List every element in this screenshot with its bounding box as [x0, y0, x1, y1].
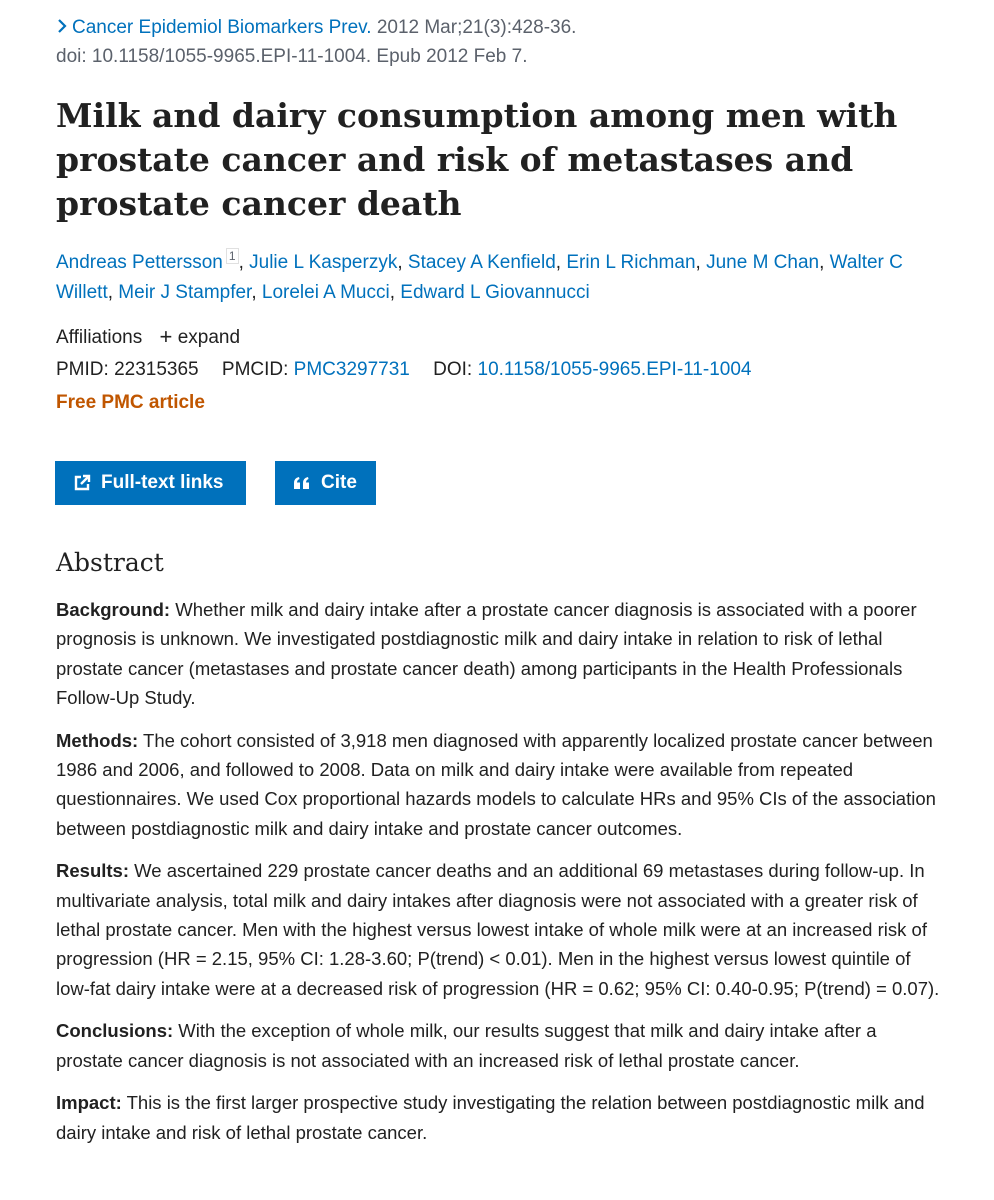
journal-link[interactable]: Cancer Epidemiol Biomarkers Prev.: [72, 17, 372, 38]
cite-label: Cite: [321, 472, 357, 493]
pmid-value: 22315365: [114, 359, 199, 380]
section-label: Results:: [56, 860, 129, 882]
full-text-links-button[interactable]: [55, 461, 246, 505]
section-label: Conclusions:: [56, 1020, 174, 1042]
affiliations-label: Affiliations: [56, 327, 143, 348]
section-label: Background:: [56, 599, 171, 620]
affiliations-toggle[interactable]: [56, 322, 240, 353]
citation-date-pages: 2012 Mar;21(3):428-36.: [376, 17, 577, 38]
citation-doi-line: doi: 10.1158/1055-9965.EPI-11-1004. Epub 2012 Feb 7.: [56, 46, 528, 67]
doi-link[interactable]: 10.1158/1055-9965.EPI-11-1004: [477, 359, 752, 380]
cite-button[interactable]: [275, 461, 376, 505]
section-label: Impact:: [56, 1092, 122, 1114]
section-text: With the exception of whole milk, our results suggest that milk and dairy intake after a prostate cancer diagnosis is not associated with an increased risk of lethal prostate cancer.: [56, 1020, 877, 1071]
author-link[interactable]: Julie L Kasperzyk: [249, 252, 398, 273]
external-link-icon: [73, 474, 91, 492]
section-text: This is the first larger prospective study investigating the relation between postdiagnostic milk and dairy intake and risk of lethal prostate cancer.: [56, 1092, 925, 1143]
full-text-links-label: Full-text links: [101, 472, 224, 493]
citation-block: [56, 13, 936, 71]
author-link[interactable]: Edward L Giovannucci: [400, 282, 590, 303]
abstract-content: [56, 595, 946, 1160]
section-label: Methods:: [56, 729, 139, 751]
abstract-methods: [56, 726, 946, 844]
page-title: Milk and dairy consumption among men with prostate cancer and risk of metastases and prostate cancer death: [56, 96, 898, 223]
quote-icon: [293, 476, 311, 490]
identifiers: [56, 355, 751, 385]
chevron-right-icon: [56, 13, 72, 42]
abstract-conclusions: [56, 1016, 946, 1075]
abstract-results: [56, 856, 946, 1003]
expand-label: expand: [177, 327, 241, 348]
pmcid-link[interactable]: PMC3297731: [293, 359, 410, 380]
author-link[interactable]: Meir J Stampfer: [118, 282, 252, 303]
doi-label: DOI:: [433, 359, 473, 380]
abstract-impact: [56, 1088, 946, 1147]
abstract-background: [56, 595, 946, 713]
section-text: Whether milk and dairy intake after a prostate cancer diagnosis is associated with a poorer prognosis is unknown. We investigated postdiagnostic milk and dairy intake in relation to risk of lethal prostate cancer (metastases and prostate cancer death) among participants in the Health Professionals Follow-Up Study.: [56, 599, 917, 709]
plus-icon: +: [159, 324, 173, 349]
author-list: Andreas Pettersson $^1$ , Julie L Kasperzyk, Stacey A Kenfield, Erin L Richman, June M Chan, Walter C Willett, Meir J Stampfer, Lorelei A Mucci, Edward L Giovannucci: [56, 249, 903, 303]
section-text: We ascertained 229 prostate cancer deaths and an additional 69 metastases during follow-up. In multivariate analysis, total milk and dairy intakes after diagnosis were not associated with a greater risk of lethal prostate cancer. Men with the highest versus lowest intake of whole milk were at an increased risk of progression (HR = 2.15, 95% CI: 1.28-3.60; P(trend) < 0.01). Men in the highest versus lowest quintile of low-fat dairy intake were at a decreased risk of progression (HR = 0.62; 95% CI: 0.40-0.95; P(trend) = 0.07).: [56, 860, 940, 999]
author-link[interactable]: Walter C Willett: [56, 252, 903, 303]
author-link[interactable]: Lorelei A Mucci: [261, 282, 390, 303]
author-link[interactable]: Stacey A Kenfield: [407, 252, 556, 273]
affiliation-ref[interactable]: 1: [226, 248, 239, 264]
author-link[interactable]: Erin L Richman: [566, 252, 696, 273]
author-link[interactable]: Andreas Pettersson: [56, 252, 223, 273]
abstract-heading: Abstract: [56, 548, 164, 577]
author-link[interactable]: June M Chan: [706, 252, 820, 273]
pmid-label: PMID:: [56, 359, 109, 380]
pmcid-label: PMCID:: [221, 359, 289, 380]
section-text: The cohort consisted of 3,918 men diagnosed with apparently localized prostate cancer between 1986 and 2006, and followed to 2008. Data on milk and dairy intake were available from repeated questionnaires. We used Cox proportional hazards models to calculate HRs and 95% CIs of the association between postdiagnostic milk and dairy intake and prostate cancer outcomes.: [56, 729, 936, 839]
free-pmc-badge: Free PMC article: [56, 392, 205, 413]
